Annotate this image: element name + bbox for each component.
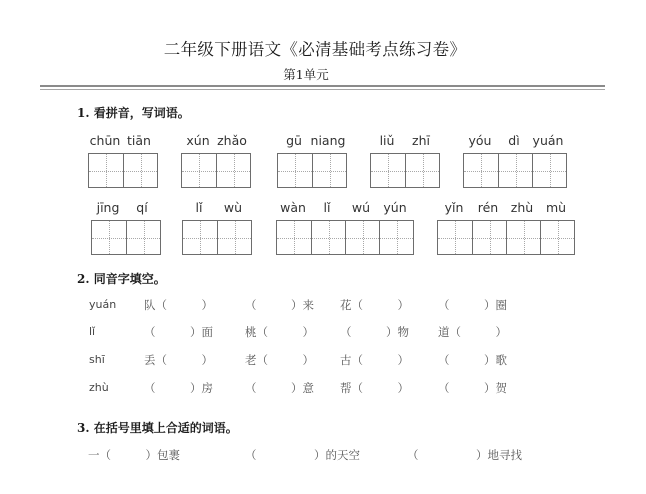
pinyin-label: lǐ xyxy=(323,200,331,215)
word-fill-blank[interactable]: 一（ ）包裹 xyxy=(88,448,180,462)
writing-grid[interactable] xyxy=(88,153,158,188)
character-cell[interactable] xyxy=(183,221,217,254)
homophone-pinyin: lǐ xyxy=(89,325,96,338)
section-1-title: 1. 看拼音，写词语。 xyxy=(77,106,190,120)
homophone-blank[interactable]: （ ）来 xyxy=(245,298,314,312)
homophone-blank[interactable]: （ ）面 xyxy=(144,325,213,339)
homophone-blank[interactable]: 帮（ ） xyxy=(340,381,409,395)
character-cell[interactable] xyxy=(182,154,216,187)
pinyin-label: yóu xyxy=(468,133,492,148)
pinyin-label: jīng xyxy=(96,200,120,215)
pinyin-label: zhǎo xyxy=(217,133,247,148)
character-cell[interactable] xyxy=(277,221,311,254)
character-cell[interactable] xyxy=(540,221,574,254)
homophone-blank[interactable]: 道（ ） xyxy=(438,325,507,339)
pinyin-label: dì xyxy=(508,133,520,148)
homophone-blank[interactable]: 古（ ） xyxy=(340,353,409,367)
homophone-blank[interactable]: （ ）意 xyxy=(245,381,314,395)
character-cell[interactable] xyxy=(532,154,566,187)
pinyin-label: chūn xyxy=(89,133,121,148)
character-cell[interactable] xyxy=(311,221,345,254)
pinyin-label: zhī xyxy=(412,133,430,148)
pinyin-label: lǐ xyxy=(195,200,203,215)
character-cell[interactable] xyxy=(345,221,379,254)
pinyin-label: liǔ xyxy=(379,133,395,148)
writing-grid[interactable] xyxy=(277,153,347,188)
writing-grid[interactable] xyxy=(182,220,252,255)
pinyin-label: xún xyxy=(186,133,210,148)
section-3-title: 3. 在括号里填上合适的词语。 xyxy=(77,421,238,435)
homophone-blank[interactable]: （ ）歌 xyxy=(438,353,507,367)
character-cell[interactable] xyxy=(89,154,123,187)
writing-grid[interactable] xyxy=(276,220,414,255)
homophone-pinyin: zhù xyxy=(89,381,109,394)
pinyin-label: yuán xyxy=(532,133,564,148)
pinyin-label: zhù xyxy=(510,200,534,215)
homophone-blank[interactable]: （ ）房 xyxy=(144,381,213,395)
pinyin-label: rén xyxy=(477,200,499,215)
character-cell[interactable] xyxy=(498,154,532,187)
character-cell[interactable] xyxy=(123,154,157,187)
homophone-pinyin: shī xyxy=(89,353,105,366)
word-fill-blank[interactable]: （ ）地寻找 xyxy=(407,448,522,462)
homophone-blank[interactable]: 队（ ） xyxy=(144,298,213,312)
character-cell[interactable] xyxy=(126,221,160,254)
word-fill-blank[interactable]: （ ）的天空 xyxy=(245,448,360,462)
homophone-blank[interactable]: 老（ ） xyxy=(245,353,314,367)
character-cell[interactable] xyxy=(506,221,540,254)
pinyin-label: gū xyxy=(286,133,302,148)
writing-grid[interactable] xyxy=(437,220,575,255)
character-cell[interactable] xyxy=(379,221,413,254)
homophone-blank[interactable]: 丢（ ） xyxy=(144,353,213,367)
character-cell[interactable] xyxy=(312,154,346,187)
writing-grid[interactable] xyxy=(370,153,440,188)
character-cell[interactable] xyxy=(438,221,472,254)
writing-grid[interactable] xyxy=(463,153,567,188)
page-title: 二年级下册语文《必清基础考点练习卷》 xyxy=(163,40,467,59)
header-divider-thin xyxy=(40,89,605,90)
unit-subtitle: 第1单元 xyxy=(283,67,329,82)
character-cell[interactable] xyxy=(217,221,251,254)
homophone-blank[interactable]: 桃（ ） xyxy=(245,325,314,339)
pinyin-label: wú xyxy=(351,200,371,215)
homophone-blank[interactable]: 花（ ） xyxy=(340,298,409,312)
header-divider-thick xyxy=(40,85,605,87)
character-cell[interactable] xyxy=(92,221,126,254)
pinyin-label: niang xyxy=(310,133,346,148)
character-cell[interactable] xyxy=(216,154,250,187)
pinyin-label: qí xyxy=(136,200,148,215)
character-cell[interactable] xyxy=(472,221,506,254)
homophone-blank[interactable]: （ ）圈 xyxy=(438,298,507,312)
homophone-pinyin: yuán xyxy=(89,298,117,311)
pinyin-label: tiān xyxy=(127,133,151,148)
character-cell[interactable] xyxy=(464,154,498,187)
pinyin-label: yún xyxy=(383,200,407,215)
section-2-title: 2. 同音字填空。 xyxy=(77,272,166,286)
pinyin-label: yǐn xyxy=(444,200,464,215)
pinyin-label: wàn xyxy=(280,200,306,215)
homophone-blank[interactable]: （ ）物 xyxy=(340,325,409,339)
writing-grid[interactable] xyxy=(91,220,161,255)
character-cell[interactable] xyxy=(405,154,439,187)
pinyin-label: wù xyxy=(223,200,243,215)
character-cell[interactable] xyxy=(278,154,312,187)
homophone-blank[interactable]: （ ）贺 xyxy=(438,381,507,395)
character-cell[interactable] xyxy=(371,154,405,187)
pinyin-label: mù xyxy=(545,200,567,215)
writing-grid[interactable] xyxy=(181,153,251,188)
